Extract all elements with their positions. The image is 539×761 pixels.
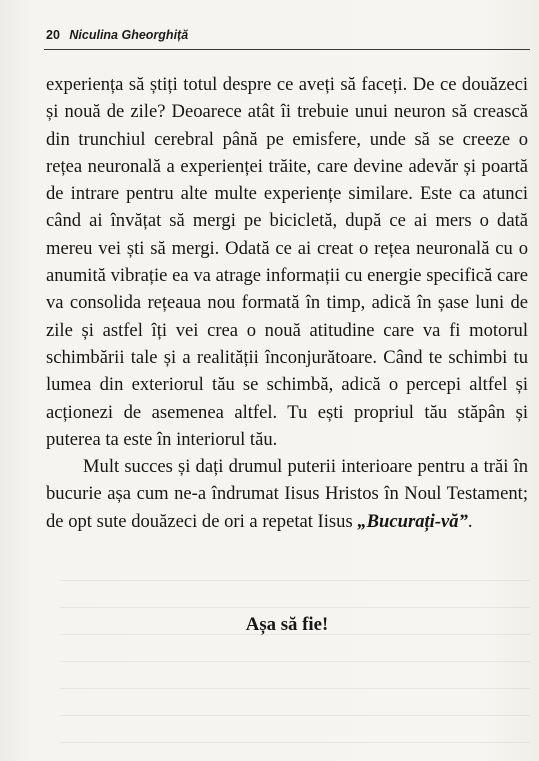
bleed-through-texture — [60, 580, 530, 760]
running-header — [46, 28, 188, 42]
header-rule — [44, 49, 530, 50]
bucurati-va-quote: „Bucurați-vă” — [357, 510, 468, 532]
paragraph-2-end: . — [467, 510, 473, 532]
paragraph-2 — [46, 453, 528, 535]
closing-line: Așa să fie! — [245, 614, 329, 635]
paragraph-1: experiența să știți totul despre ce aveți să faceți. De ce douăzeci și nouă de zile? Deoarece atât îi trebuie unui neuron să crească din trunchiul cerebral până pe emisfere, unde să se creeze o rețea neuronală a experienței trăite, care devine adevăr și poartă de intrare pentru alte multe experiențe similare. Este ca atunci când ai învățat să mergi pe bicicletă, după ce ai mers o dată mereu vei ști să mergi. Odată ce ai creat o rețea neuronală cu o anumită vibrație ea va atrage informații cu energie specifică care va consolida rețeaua nou formată în timp, adică în șase luni de zile și astfel îți vei crea o nouă atitudine care va fi motorul schimbării tale și a realității înconjurătoare. Când te schimbi tu lumea din exteriorul tău se schimbă, adică o percepi altfel și acționezi de asemenea altfel. Tu ești propriul tău stăpân și puterea ta este în interiorul tău. — [46, 74, 528, 450]
page-number: 20 — [46, 28, 60, 42]
paragraph-2-text: Mult succes și dați drumul puterii interioare pentru a trăi în bucurie așa cum ne-a îndrumat Iisus Hristos în Noul Testament; de opt sute douăzeci de ori a repetat Iisus — [46, 456, 528, 532]
author-name: Niculina Gheorghiță — [69, 28, 189, 42]
page-body — [46, 71, 528, 535]
